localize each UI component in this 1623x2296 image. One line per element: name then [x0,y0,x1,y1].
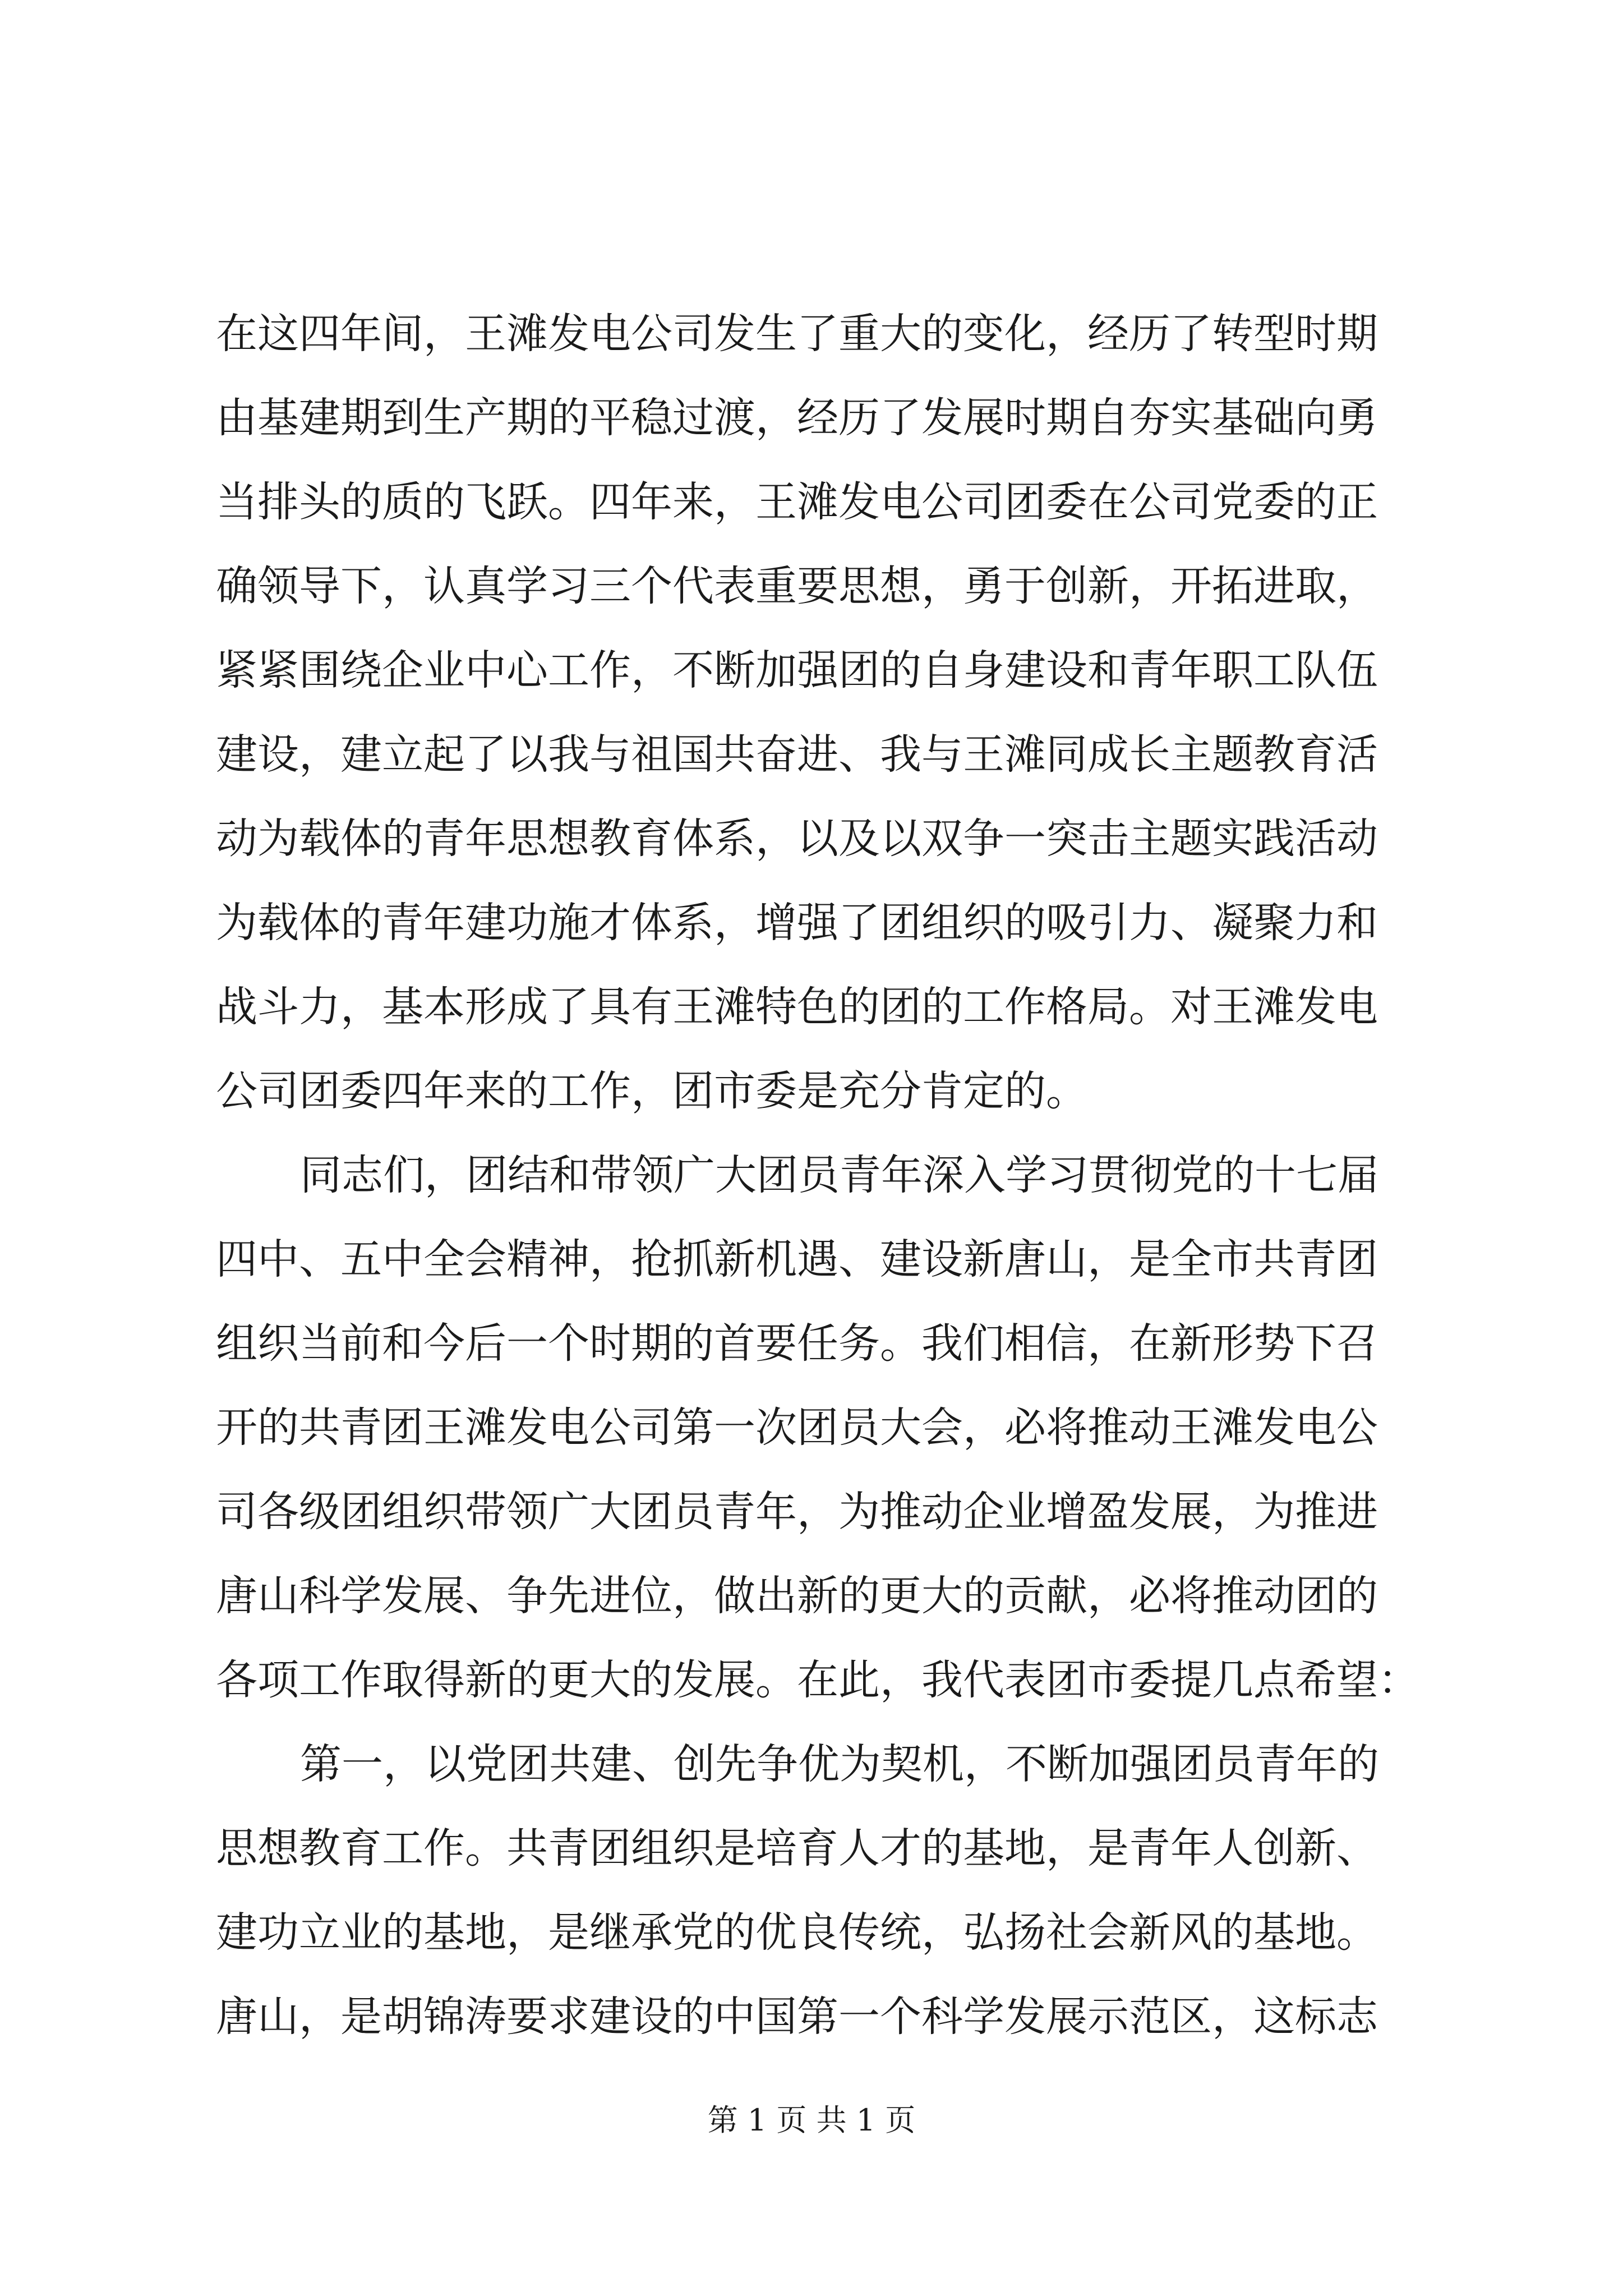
text-line: 由基建期到生产期的平稳过渡，经历了发展时期自夯实基础向勇 [216,394,1378,442]
paragraph-start-line: 第一，以党团共建、创先争优为契机，不断加强团员青年的 [300,1740,1379,1788]
text-line: 思想教育工作。共青团组织是培育人才的基地，是青年人创新、 [216,1824,1378,1872]
text-line: 司各级团组织带领广大团员青年，为推动企业增盈发展，为推进 [216,1488,1378,1536]
text-line: 建设，建立起了以我与祖国共奋进、我与王滩同成长主题教育活 [216,730,1378,779]
text-line: 唐山，是胡锦涛要求建设的中国第一个科学发展示范区，这标志 [216,1993,1378,2041]
page-footer: 第 1 页 共 1 页 [707,2102,916,2138]
text-line: 建功立业的基地，是继承党的优良传统，弘扬社会新风的基地。 [216,1908,1378,1957]
text-line: 唐山科学发展、争先进位，做出新的更大的贡献，必将推动团的 [216,1572,1378,1620]
text-line: 当排头的质的飞跃。四年来，王滩发电公司团委在公司党委的正 [216,478,1378,526]
text-line: 四中、五中全会精神，抢抓新机遇、建设新唐山，是全市共青团 [216,1235,1378,1283]
text-line: 在这四年间，王滩发电公司发生了重大的变化，经历了转型时期 [216,310,1378,358]
document-body [216,292,1422,2059]
text-line: 开的共青团王滩发电公司第一次团员大会，必将推动王滩发电公 [216,1404,1378,1452]
text-line: 为载体的青年建功施才体系，增强了团组织的吸引力、凝聚力和 [216,899,1378,947]
text-line: 动为载体的青年思想教育体系，以及以双争一突击主题实践活动 [216,815,1378,863]
text-line: 战斗力，基本形成了具有王滩特色的团的工作格局。对王滩发电 [216,983,1378,1031]
text-line: 确领导下，认真学习三个代表重要思想，勇于创新，开拓进取， [216,562,1378,610]
paragraph-start-line: 同志们，团结和带领广大团员青年深入学习贯彻党的十七届 [300,1151,1379,1199]
text-line: 各项工作取得新的更大的发展。在此，我代表团市委提几点希望： [216,1656,1419,1704]
text-line: 组织当前和今后一个时期的首要任务。我们相信，在新形势下召 [216,1319,1378,1368]
text-line: 公司团委四年来的工作，团市委是充分肯定的。 [216,1067,1087,1115]
text-line: 紧紧围绕企业中心工作，不断加强团的自身建设和青年职工队伍 [216,646,1378,694]
